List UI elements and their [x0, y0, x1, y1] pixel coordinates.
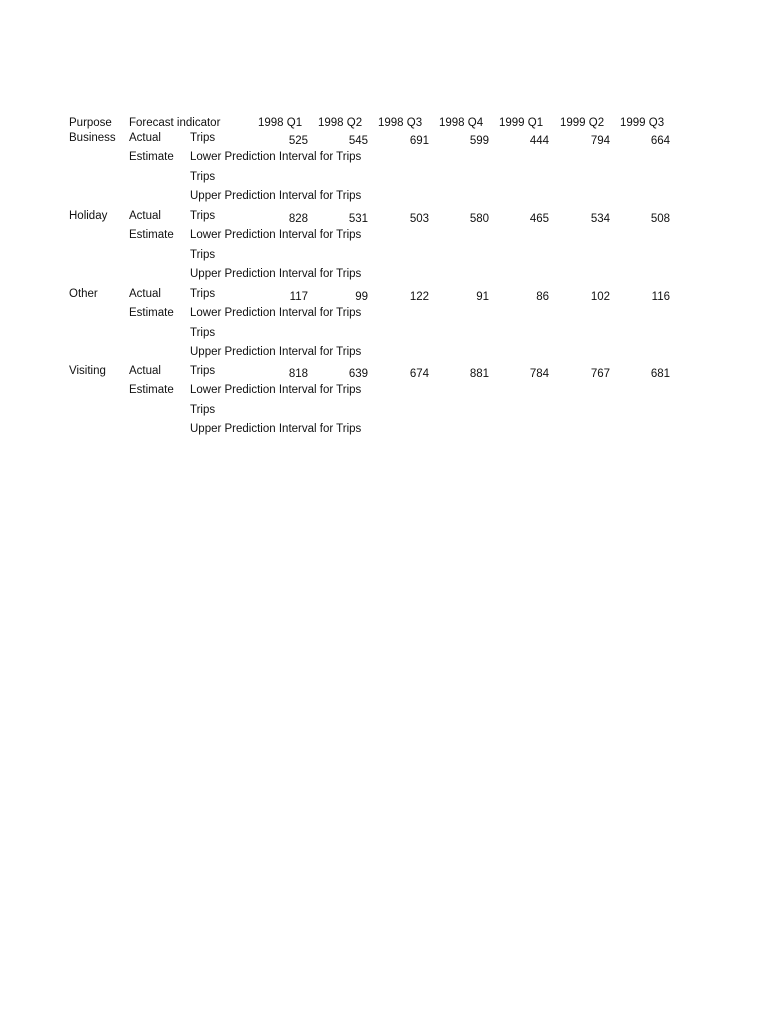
value-cell: 881 — [469, 368, 489, 380]
measure-label: Upper Prediction Interval for Trips — [190, 423, 362, 436]
value-cell: 102 — [590, 291, 610, 303]
measure-label: Lower Prediction Interval for Trips — [190, 307, 362, 320]
header-purpose: Purpose — [69, 117, 112, 129]
measure-label: Lower Prediction Interval for Trips — [190, 384, 362, 397]
forecast-indicator-estimate: Estimate — [129, 384, 174, 397]
measure-label: Lower Prediction Interval for Trips — [190, 151, 362, 164]
value-cell: 86 — [536, 291, 549, 303]
value-cell: 525 — [288, 135, 308, 147]
value-cell: 691 — [409, 135, 429, 147]
measure-label: Trips — [190, 403, 216, 416]
period-header: 1999 Q1 — [499, 117, 544, 129]
value-cell: 767 — [590, 368, 610, 380]
header-forecast-indicator: Forecast indicator — [129, 117, 221, 129]
value-cell: 664 — [650, 135, 670, 147]
purpose-label: Business — [69, 132, 116, 144]
value-cell: 534 — [590, 213, 610, 225]
measure-label: Upper Prediction Interval for Trips — [190, 268, 362, 281]
measure-label: Lower Prediction Interval for Trips — [190, 229, 362, 242]
measure-label: Trips — [190, 132, 216, 144]
forecast-indicator-estimate: Estimate — [129, 307, 174, 320]
measure-label: Upper Prediction Interval for Trips — [190, 190, 362, 203]
value-cell: 674 — [409, 368, 429, 380]
measure-label: Trips — [190, 210, 216, 222]
value-cell: 99 — [355, 291, 368, 303]
period-header: 1998 Q3 — [378, 117, 423, 129]
purpose-label: Other — [69, 288, 98, 300]
period-header: 1998 Q2 — [318, 117, 363, 129]
forecast-indicator-estimate: Estimate — [129, 229, 174, 242]
measure-label: Trips — [190, 248, 216, 261]
measure-label: Trips — [190, 170, 216, 183]
purpose-label: Visiting — [69, 365, 106, 377]
purpose-label: Holiday — [69, 210, 108, 222]
period-header: 1998 Q1 — [258, 117, 303, 129]
value-cell: 794 — [590, 135, 610, 147]
value-cell: 116 — [651, 291, 670, 303]
value-cell: 639 — [348, 368, 368, 380]
value-cell: 818 — [288, 368, 308, 380]
value-cell: 117 — [289, 291, 308, 303]
forecast-indicator-actual: Actual — [129, 365, 161, 377]
forecast-indicator-actual: Actual — [129, 132, 161, 144]
value-cell: 444 — [529, 135, 549, 147]
period-header: 1998 Q4 — [439, 117, 484, 129]
value-cell: 599 — [469, 135, 489, 147]
value-cell: 784 — [529, 368, 549, 380]
measure-label: Trips — [190, 365, 216, 377]
value-cell: 503 — [409, 213, 429, 225]
value-cell: 508 — [650, 213, 670, 225]
value-cell: 465 — [529, 213, 549, 225]
measure-label: Trips — [190, 288, 216, 300]
value-cell: 681 — [650, 368, 670, 380]
value-cell: 580 — [469, 213, 489, 225]
forecast-indicator-actual: Actual — [129, 210, 161, 222]
value-cell: 91 — [476, 291, 489, 303]
value-cell: 545 — [348, 135, 368, 147]
period-header: 1999 Q3 — [620, 117, 665, 129]
value-cell: 531 — [348, 213, 368, 225]
value-cell: 122 — [409, 291, 429, 303]
measure-label: Trips — [190, 326, 216, 339]
forecast-indicator-estimate: Estimate — [129, 151, 174, 164]
forecast-indicator-actual: Actual — [129, 288, 161, 300]
value-cell: 828 — [288, 213, 308, 225]
period-header: 1999 Q2 — [560, 117, 605, 129]
measure-label: Upper Prediction Interval for Trips — [190, 346, 362, 359]
